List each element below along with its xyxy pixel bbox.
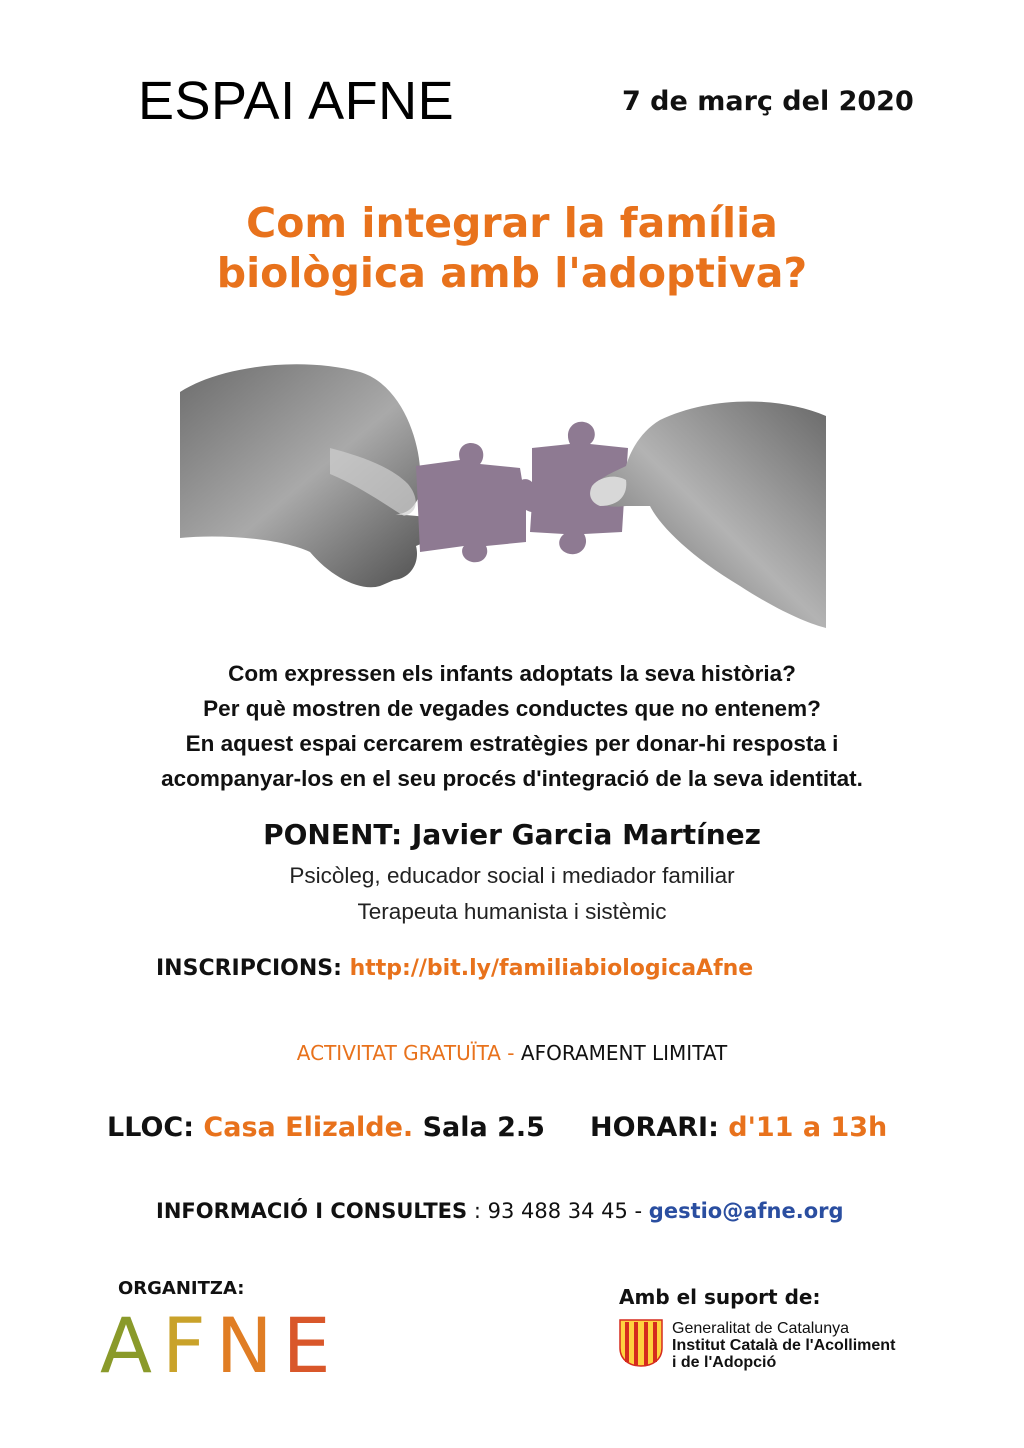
schedule-time: d'11 a 13h — [728, 1112, 888, 1143]
speaker-role: Psicòleg, educador social i mediador familiar — [289, 863, 735, 888]
support-label: Amb el suport de: — [619, 1285, 821, 1309]
registration — [156, 956, 753, 981]
hands-puzzle-image — [180, 356, 826, 632]
contact-email-link[interactable]: gestio@afne.org — [648, 1199, 844, 1223]
speaker-role: Terapeuta humanista i sistèmic — [357, 899, 667, 924]
speaker-name: PONENT: Javier Garcia Martínez — [263, 818, 761, 851]
location-place: Casa Elizalde. — [203, 1112, 414, 1143]
contact-label: INFORMACIÓ I CONSULTES — [156, 1199, 468, 1223]
schedule-label: HORARI: — [590, 1112, 719, 1143]
afne-logo-letter: N — [215, 1301, 283, 1390]
generalitat-line: Generalitat de Catalunya — [672, 1320, 849, 1337]
question-line: acompanyar-los en el seu procés d'integració de la seva identitat. — [161, 766, 863, 791]
headline-line-1: Com integrar la família — [246, 199, 778, 247]
contact-info — [156, 1199, 844, 1223]
afne-logo-letter: A — [100, 1301, 162, 1390]
right-hand — [592, 401, 826, 628]
registration-link[interactable]: http://bit.ly/familiabiologicaAfne — [349, 956, 754, 981]
headline-line-2: biològica amb l'adoptiva? — [216, 249, 808, 297]
question-line: Com expressen els infants adoptats la seva història? — [228, 661, 796, 686]
location-room: Sala 2.5 — [422, 1112, 545, 1143]
location — [107, 1112, 545, 1143]
registration-label: INSCRIPCIONS: — [156, 956, 342, 981]
left-hand — [180, 364, 444, 587]
afne-logo-letter: E — [282, 1301, 341, 1390]
page-title: ESPAI AFNE — [138, 71, 455, 131]
pricing-info — [0, 1041, 1024, 1065]
contact-dash: - — [627, 1199, 649, 1223]
generalitat-text — [672, 1320, 895, 1371]
limited-capacity-label: AFORAMENT LIMITAT — [520, 1041, 728, 1065]
question-line: Per què mostren de vegades conductes que no entenem? — [203, 696, 821, 721]
question-line: En aquest espai cercarem estratègies per donar-hi resposta i — [185, 731, 839, 756]
contact-separator: : — [467, 1199, 488, 1223]
institut-line: i de l'Adopció — [672, 1354, 777, 1371]
headline — [0, 198, 1024, 298]
contact-phone: 93 488 34 45 — [487, 1199, 628, 1223]
speaker-roles — [0, 858, 1024, 930]
intro-questions — [0, 656, 1024, 796]
schedule — [590, 1112, 887, 1143]
generalitat-flag-icon — [618, 1318, 664, 1368]
institut-line: Institut Català de l'Acolliment — [672, 1337, 896, 1354]
event-date: 7 de març del 2020 — [622, 86, 914, 117]
afne-logo — [100, 1301, 341, 1390]
afne-logo-letter: F — [162, 1301, 216, 1390]
organizer-label: ORGANITZA: — [118, 1278, 245, 1299]
free-activity-label: ACTIVITAT GRATUÏTA - — [296, 1041, 515, 1065]
location-label: LLOC: — [107, 1112, 195, 1143]
